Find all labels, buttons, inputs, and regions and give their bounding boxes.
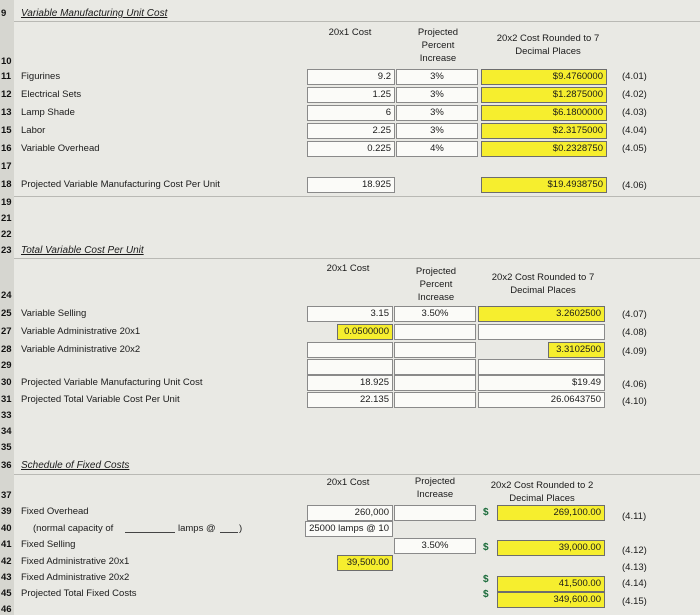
ref-label: (4.05) [622, 143, 647, 154]
row-number: 37 [1, 490, 12, 501]
label-fixed-admin-20x1: Fixed Administrative 20x1 [21, 556, 130, 567]
dollar-sign: $ [483, 574, 489, 585]
row-number: 27 [1, 326, 12, 337]
header-line: Percent [419, 279, 453, 290]
empty-cell[interactable] [394, 324, 476, 340]
row-number: 30 [1, 377, 12, 388]
ref-label: (4.10) [622, 396, 647, 407]
row-number: 45 [1, 588, 12, 599]
row-number: 18 [1, 179, 12, 190]
header-line: 20x2 Cost Rounded to 7 [496, 33, 600, 44]
dollar-sign: $ [483, 542, 489, 553]
row-number: 40 [1, 523, 12, 534]
dollar-sign: $ [483, 507, 489, 518]
row-number: 11 [1, 71, 12, 82]
header-line: Projected [417, 27, 459, 38]
col-header-projected-pct [403, 26, 473, 65]
row-number: 35 [1, 442, 12, 453]
header-line: Decimal Places [510, 285, 576, 296]
row-number: 22 [1, 229, 12, 240]
ref-label: (4.01) [622, 71, 647, 82]
empty-cell[interactable] [394, 342, 476, 358]
empty-cell[interactable] [394, 505, 476, 521]
rounded-cell[interactable]: $2.3175000 [481, 123, 607, 139]
row-number: 21 [1, 213, 12, 224]
grid-line [14, 21, 700, 22]
cost-cell[interactable]: 9.2 [307, 69, 395, 85]
ref-label: (4.04) [622, 125, 647, 136]
header-line: Increase [417, 292, 455, 303]
header-line: Decimal Places [515, 46, 581, 57]
row-number: 15 [1, 125, 12, 136]
overhead-cost-cell[interactable]: 260,000 [307, 505, 393, 521]
pct-cell[interactable]: 3% [396, 123, 478, 139]
header-line: Projected [414, 476, 456, 487]
col-header-rounded-7 [478, 32, 618, 58]
row-number: 9 [1, 8, 7, 19]
total-cost-cell[interactable]: 18.925 [307, 177, 395, 193]
empty-cell[interactable] [394, 375, 476, 391]
label-normal-capacity: (normal capacity of [33, 523, 114, 534]
row-number: 31 [1, 394, 12, 405]
total-rounded-cell[interactable]: 26.0643750 [478, 392, 605, 408]
overhead-rounded-cell[interactable]: 269,100.00 [497, 505, 605, 521]
col-header-20x1-cost: 20x1 Cost [326, 477, 370, 488]
empty-cell[interactable] [394, 392, 476, 408]
label-variable-admin-20x2: Variable Administrative 20x2 [21, 344, 141, 355]
label-projected-total-variable-cost: Projected Total Variable Cost Per Unit [21, 394, 180, 405]
label-electrical-sets: Electrical Sets [21, 89, 82, 100]
mfg-cost-cell[interactable]: 18.925 [307, 375, 393, 391]
empty-cell[interactable] [307, 359, 393, 375]
ref-label: (4.15) [622, 596, 647, 607]
row-number: 28 [1, 344, 12, 355]
ref-label: (4.02) [622, 89, 647, 100]
selling-rounded-cell[interactable]: 3.2602500 [478, 306, 605, 322]
rounded-cell[interactable]: $6.1800000 [481, 105, 607, 121]
row-number: 46 [1, 604, 12, 615]
selling-pct-cell[interactable]: 3.50% [394, 538, 476, 554]
pct-cell[interactable]: 3% [396, 87, 478, 103]
section-title-fixed-costs: Schedule of Fixed Costs [21, 460, 130, 471]
header-line: Increase [419, 53, 457, 64]
ref-label: (4.06) [622, 379, 647, 390]
ref-label: (4.03) [622, 107, 647, 118]
blank-underline[interactable] [125, 532, 175, 533]
empty-cell[interactable] [394, 359, 476, 375]
ref-label: (4.13) [622, 562, 647, 573]
col-header-rounded-2 [472, 479, 612, 505]
grid-line [14, 474, 700, 475]
row-number: 19 [1, 197, 12, 208]
cost-cell[interactable]: 1.25 [307, 87, 395, 103]
row-number: 17 [1, 161, 12, 172]
total-rounded-cell[interactable]: $19.4938750 [481, 177, 607, 193]
row-number: 34 [1, 426, 12, 437]
label-projected-total-fixed-costs: Projected Total Fixed Costs [21, 588, 137, 599]
row-number: 42 [1, 556, 12, 567]
label-variable-overhead: Variable Overhead [21, 143, 100, 154]
rounded-cell[interactable]: $0.2328750 [481, 141, 607, 157]
label-variable-selling: Variable Selling [21, 308, 87, 319]
header-line: Projected [415, 266, 457, 277]
cost-cell[interactable]: 2.25 [307, 123, 395, 139]
blank-underline[interactable] [220, 532, 238, 533]
row-number: 25 [1, 308, 12, 319]
label-projected-variable-mfg-cost: Projected Variable Manufacturing Cost Per Unit [21, 179, 220, 190]
ref-label: (4.12) [622, 545, 647, 556]
dollar-sign: $ [483, 589, 489, 600]
selling-cost-cell[interactable]: 3.15 [307, 306, 393, 322]
label-lamps-at: lamps @ [178, 523, 216, 534]
header-line: Increase [416, 489, 454, 500]
ref-label: (4.08) [622, 327, 647, 338]
label-labor: Labor [21, 125, 46, 136]
rounded-cell[interactable]: $9.4760000 [481, 69, 607, 85]
admin1-cost-cell[interactable]: 39,500.00 [337, 555, 393, 571]
row-number: 13 [1, 107, 12, 118]
ref-label: (4.07) [622, 309, 647, 320]
header-line: 20x2 Cost Rounded to 7 [491, 272, 595, 283]
row-number: 10 [1, 56, 12, 67]
admin2-rounded-cell[interactable]: 3.3102500 [548, 342, 605, 358]
row-number: 36 [1, 460, 12, 471]
col-header-20x1-cost: 20x1 Cost [326, 263, 370, 274]
empty-cell[interactable] [307, 342, 393, 358]
row-number: 39 [1, 506, 12, 517]
pct-cell[interactable]: 4% [396, 141, 478, 157]
row-number: 29 [1, 360, 12, 371]
label-figurines: Figurines [21, 71, 61, 82]
row-number: 23 [1, 245, 12, 256]
header-line: Decimal Places [509, 493, 575, 504]
label-fixed-selling: Fixed Selling [21, 539, 76, 550]
header-line: Percent [421, 40, 455, 51]
label-variable-admin-20x1: Variable Administrative 20x1 [21, 326, 141, 337]
label-fixed-overhead: Fixed Overhead [21, 506, 89, 517]
pct-cell[interactable]: 3% [396, 69, 478, 85]
ref-label: (4.11) [622, 511, 647, 522]
header-line: 20x2 Cost Rounded to 2 [490, 480, 594, 491]
section-title-total-variable-cost: Total Variable Cost Per Unit [21, 245, 144, 256]
selling-rounded-cell[interactable]: 39,000.00 [497, 540, 605, 556]
row-number: 43 [1, 572, 12, 583]
cost-cell[interactable]: 6 [307, 105, 395, 121]
selling-pct-cell[interactable]: 3.50% [394, 306, 476, 322]
row-number: 16 [1, 143, 12, 154]
label-lamp-shade: Lamp Shade [21, 107, 75, 118]
total-cost-cell[interactable]: 22.135 [307, 392, 393, 408]
label-close-paren: ) [239, 523, 243, 534]
empty-cell[interactable] [478, 324, 605, 340]
row-number: 33 [1, 410, 12, 421]
total-rounded-cell[interactable]: 349,600.00 [497, 592, 605, 608]
section-title-variable-manufacturing: Variable Manufacturing Unit Cost [21, 8, 168, 19]
admin1-cost-cell[interactable]: 0.0500000 [337, 324, 393, 340]
ref-label: (4.09) [622, 346, 647, 357]
admin2-rounded-cell[interactable]: 41,500.00 [497, 576, 605, 592]
row-number: 41 [1, 539, 12, 550]
label-fixed-admin-20x2: Fixed Administrative 20x2 [21, 572, 130, 583]
row-number: 24 [1, 290, 12, 301]
grid-line [14, 196, 700, 197]
col-header-rounded-7 [473, 271, 613, 297]
empty-cell[interactable] [478, 359, 605, 375]
col-header-20x1-cost: 20x1 Cost [328, 27, 372, 38]
mfg-rounded-cell[interactable]: $19.49 [478, 375, 605, 391]
ref-label: (4.06) [622, 180, 647, 191]
col-header-projected-increase [400, 475, 470, 501]
capacity-cost-cell[interactable]: 25000 lamps @ 10 [305, 521, 393, 537]
col-header-projected-pct [401, 265, 471, 304]
cost-cell[interactable]: 0.225 [307, 141, 395, 157]
label-projected-variable-mfg-unit-cost: Projected Variable Manufacturing Unit Cost [21, 377, 203, 388]
ref-label: (4.14) [622, 578, 647, 589]
pct-cell[interactable]: 3% [396, 105, 478, 121]
row-number: 12 [1, 89, 12, 100]
rounded-cell[interactable]: $1.2875000 [481, 87, 607, 103]
grid-line [14, 258, 700, 259]
